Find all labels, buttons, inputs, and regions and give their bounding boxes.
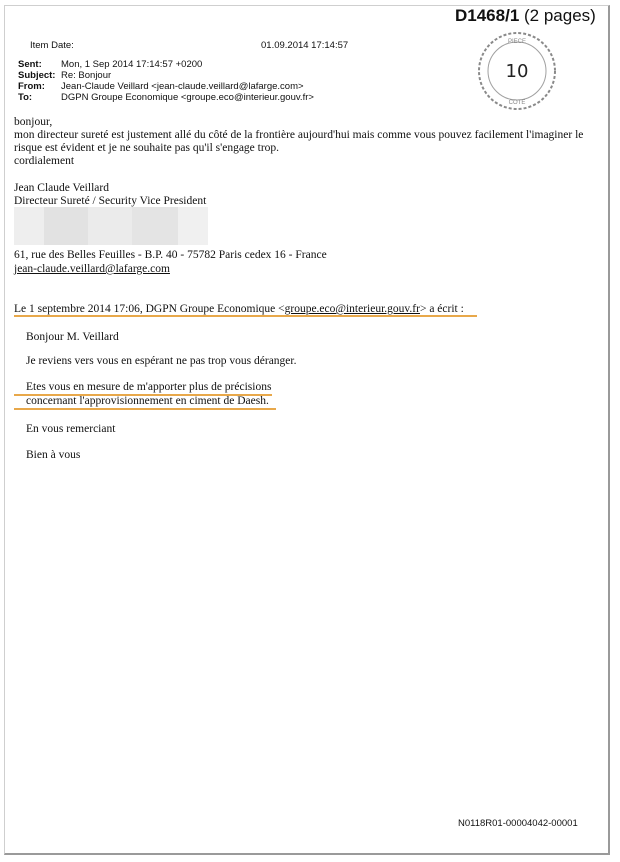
signature-title: Directeur Sureté / Security Vice President [14, 195, 207, 207]
footer-reference: N0118R01-00004042-00001 [458, 818, 578, 829]
highlight-underline-1 [14, 315, 477, 317]
reply-greeting: bonjour, [14, 116, 53, 128]
svg-text:PIECE: PIECE [507, 39, 527, 45]
quoted-line-3: concernant l'approvisionnement en ciment de Daesh. [26, 395, 269, 407]
header-row-subject: Subject: Re: Bonjour [18, 70, 112, 81]
reply-closing: cordialement [14, 155, 75, 167]
reply-line-2: risque est évident et je ne souhaite pas qu'il s'engage trop. [14, 142, 280, 154]
item-date-value: 01.09.2014 17:14:57 [261, 40, 349, 51]
header-row-from: From: Jean-Claude Veillard <jean-claude.veillard@lafarge.com> [18, 81, 304, 92]
official-stamp [476, 30, 558, 112]
quoted-thanks: En vous remerciant [26, 423, 116, 435]
item-date-label: Item Date: [30, 40, 74, 51]
document-id [455, 6, 596, 26]
quoted-greeting: Bonjour M. Veillard [26, 331, 119, 343]
header-row-sent: Sent: Mon, 1 Sep 2014 17:14:57 +0200 [18, 59, 203, 70]
quoted-closing: Bien à vous [26, 449, 81, 461]
quoted-email-link[interactable]: groupe.eco@interieur.gouv.fr [284, 303, 420, 315]
quoted-line-2: Etes vous en mesure de m'apporter plus de précisions [26, 381, 272, 393]
signature-address: 61, rue des Belles Feuilles - B.P. 40 - 75782 Paris cedex 16 - France [14, 249, 327, 261]
reply-line-1: mon directeur sureté est justement allé du côté de la frontière aujourd'hui mais comme vous pouvez facilement l'imaginer le [14, 129, 584, 141]
highlight-underline-3 [14, 408, 276, 410]
redacted-block [14, 207, 208, 245]
stamp-number: 10 [505, 61, 529, 82]
signature-name: Jean Claude Veillard [14, 182, 109, 194]
document-page-count: (2 pages) [524, 6, 596, 25]
email-header [18, 59, 314, 103]
header-row-to: To: DGPN Groupe Economique <groupe.eco@interieur.gouv.fr> [18, 92, 314, 103]
signature-email-link[interactable]: jean-claude.veillard@lafarge.com [14, 263, 170, 275]
quoted-line-1: Je reviens vers vous en espérant ne pas trop vous déranger. [26, 355, 297, 367]
quoted-header: Le 1 septembre 2014 17:06, DGPN Groupe Economique <groupe.eco@interieur.gouv.fr> a écrit : [14, 303, 464, 315]
document-id-code: D1468/1 [455, 6, 520, 25]
svg-text:COTE: COTE [508, 100, 526, 106]
